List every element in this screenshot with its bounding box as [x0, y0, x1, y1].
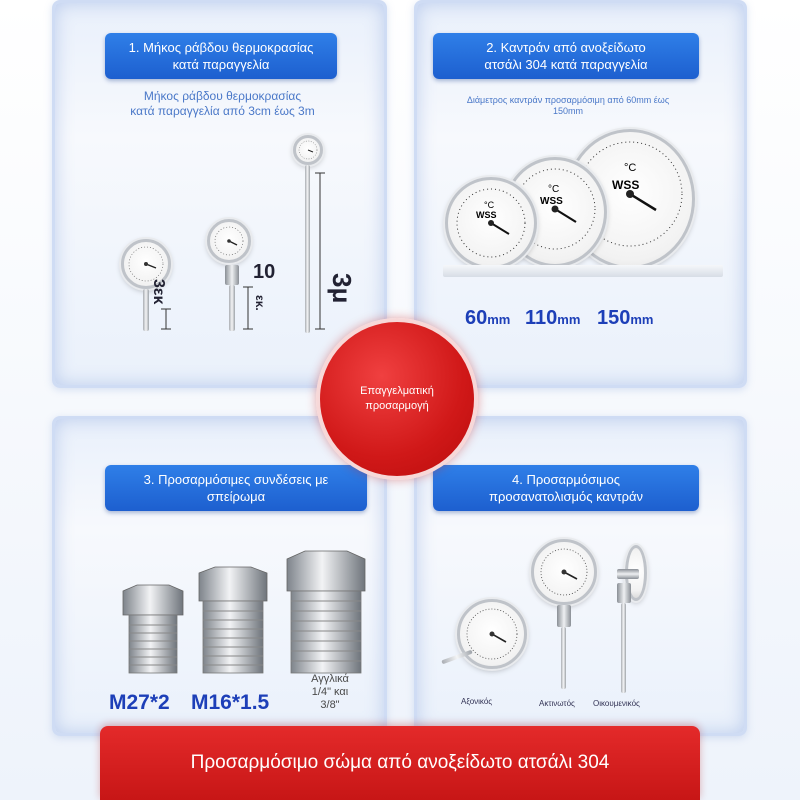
panel-2-title	[433, 33, 699, 79]
gauge-60mm-image	[445, 177, 537, 269]
radial-rod	[561, 627, 566, 689]
universal-joint	[617, 569, 639, 579]
gauge-110-unit: °C	[548, 184, 560, 195]
label-3cm: 3εκ	[150, 279, 167, 305]
size-110mm	[525, 307, 580, 330]
gauge-medium-image	[207, 219, 251, 263]
panel-3-title-line1: 3. Προσαρμόσιμες συνδέσεις με	[143, 472, 329, 487]
size-110mm-unit: mm	[557, 312, 581, 327]
panel-3-title	[105, 465, 367, 511]
panel-dial-size	[414, 0, 747, 388]
dimension-small-icon	[159, 307, 173, 331]
size-150mm-unit: mm	[630, 312, 654, 327]
panel-orientation	[414, 416, 747, 736]
panel-2-subtitle	[437, 95, 699, 117]
label-10cm-unit: εκ.	[253, 295, 267, 311]
professional-customization-badge	[316, 318, 478, 480]
rod-medium-fitting	[225, 265, 239, 285]
banner-text: Προσαρμόσιμο σώμα από ανοξείδωτο ατσάλι 304	[190, 752, 610, 773]
gauge-150-unit: °C	[624, 162, 637, 174]
label-3m: 3μ	[327, 273, 357, 304]
rod-medium	[229, 285, 235, 331]
panel-threads	[52, 416, 387, 736]
gauge-60-brand: WSS	[476, 210, 497, 220]
panel-4-title-line2: προσανατολισμός καντράν	[489, 489, 643, 504]
panel-1-title-line1: 1. Μήκος ράβδου θερμοκρασίας	[128, 40, 314, 55]
panel-rod-length	[52, 0, 387, 388]
panel-1-subtitle	[85, 89, 360, 119]
radial-fitting	[557, 605, 571, 627]
thread-imperial-label	[295, 673, 365, 712]
panel-3-title-line2: σπείρωμα	[206, 489, 266, 504]
gauge-110-brand: WSS	[540, 196, 563, 207]
panel-2-subtitle-line2: 150mm	[552, 106, 583, 116]
panel-2-subtitle-line1: Διάμετρος καντράν προσαρμόσιμη από 60mm έως	[466, 95, 670, 105]
gauge-radial-image	[531, 539, 597, 605]
badge-line2: προσαρμογή	[365, 400, 429, 412]
thread-imperial-line2: 1/4" και	[311, 686, 349, 698]
gauge-dial-icon	[210, 222, 248, 260]
panel-2-title-line1: 2. Καντράν από ανοξείδωτο	[486, 40, 646, 55]
fitting-m16-image	[193, 565, 273, 677]
fitting-m27-image	[117, 583, 189, 677]
orientation-axial-label: Αξονικός	[461, 697, 493, 706]
badge-line1: Επαγγελματική	[360, 385, 434, 397]
size-60mm	[465, 307, 510, 330]
gauge-150-brand: WSS	[612, 178, 640, 192]
thread-imperial-line1: Αγγλικά	[311, 673, 349, 685]
size-60mm-number: 60	[465, 307, 488, 329]
panel-1-subtitle-line1: Μήκος ράβδου θερμοκρασίας	[143, 89, 302, 103]
dimension-long-icon	[313, 171, 327, 331]
gauge-dial-icon	[534, 542, 594, 602]
orientation-universal-label: Οικουμενικός	[593, 699, 640, 708]
thread-m16-label: M16*1.5	[191, 691, 270, 714]
rod-long	[305, 165, 310, 333]
thread-imperial-line3: 3/8"	[320, 699, 340, 711]
gauge-base-plate	[443, 265, 723, 277]
gauge-axial-image	[457, 599, 527, 669]
panel-4-title-line1: 4. Προσαρμόσιμος	[511, 472, 621, 487]
universal-rod	[621, 603, 626, 693]
panel-1-title-line2: κατά παραγγελία	[172, 57, 270, 72]
panel-1-subtitle-line2: κατά παραγγελία από 3cm έως 3m	[130, 104, 315, 118]
fitting-imperial-image	[281, 549, 371, 677]
universal-fitting	[617, 583, 631, 603]
label-10cm-number: 10	[253, 261, 276, 283]
gauge-60-unit: °C	[484, 200, 495, 210]
gauge-long-image	[293, 135, 323, 165]
gauge-dial-icon	[448, 180, 534, 266]
orientation-radial-label: Ακτινωτός	[539, 699, 575, 708]
size-60mm-unit: mm	[487, 312, 511, 327]
size-150mm	[597, 307, 654, 330]
gauge-dial-icon	[296, 138, 320, 162]
size-110mm-number: 110	[525, 307, 558, 329]
panel-2-title-line2: ατσάλι 304 κατά παραγγελία	[484, 57, 648, 72]
size-150mm-number: 150	[597, 307, 631, 329]
panel-1-title	[105, 33, 337, 79]
stainless-body-banner	[100, 726, 700, 800]
gauge-dial-icon	[460, 602, 524, 666]
panel-4-title	[433, 465, 699, 511]
thread-m27-label: M27*2	[109, 691, 170, 714]
